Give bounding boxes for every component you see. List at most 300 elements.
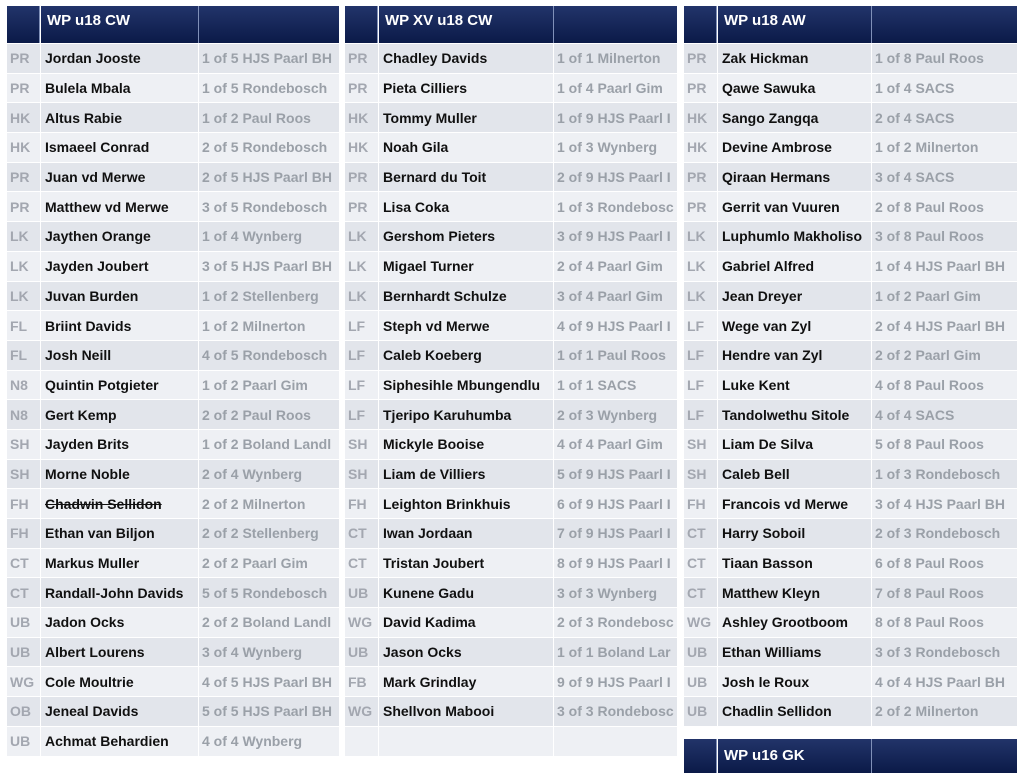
school-info-cell: 2 of 2 Milnerton [871,697,1017,726]
team-title: WP u18 CW [40,6,198,43]
table-row [7,370,339,400]
school-info-cell: 4 of 5 Rondebosch [198,341,339,370]
table-row [7,696,339,726]
position-cell: SH [10,436,30,453]
table-row [684,666,1017,696]
school-info-cell: 6 of 9 HJS Paarl I [553,489,677,518]
player-name-cell: Tiaan Basson [717,549,871,578]
player-name-cell: Tommy Muller [378,103,553,132]
school-info-cell: 1 of 2 Paarl Gim [198,371,339,400]
school-info-cell: 8 of 8 Paul Roos [871,608,1017,637]
school-info-cell: 7 of 8 Paul Roos [871,578,1017,607]
player-name-cell: Caleb Bell [717,460,871,489]
table-row [684,73,1017,103]
position-cell: UB [687,703,708,720]
school-info-cell: 8 of 9 HJS Paarl I [553,549,677,578]
table-row [684,488,1017,518]
player-name-cell: Leighton Brinkhuis [378,489,553,518]
school-info-cell: 2 of 9 HJS Paarl I [553,163,677,192]
table-row [684,191,1017,221]
table-row [684,43,1017,73]
school-info-cell: 3 of 3 Wynberg [553,578,677,607]
school-info-cell [553,727,677,756]
team-title: WP u18 AW [717,6,871,43]
school-info-cell: 1 of 4 Paarl Gim [553,74,677,103]
player-name-cell: Juan vd Merwe [40,163,198,192]
player-name-cell: Wege van Zyl [717,311,871,340]
position-cell: UB [348,584,369,601]
school-info-cell: 7 of 9 HJS Paarl I [553,519,677,548]
player-name-cell: Ethan van Biljon [40,519,198,548]
team-title: WP XV u18 CW [378,6,553,43]
table-header [684,6,1017,43]
position-cell: PR [10,169,30,186]
position-cell: LK [687,258,706,275]
player-name-cell: Tandolwethu Sitole [717,400,871,429]
player-name-cell: Josh le Roux [717,667,871,696]
player-name-cell: Jean Dreyer [717,282,871,311]
position-cell: LF [348,406,366,423]
table-row [7,43,339,73]
school-info-cell: 1 of 2 Stellenberg [198,282,339,311]
school-info-cell: 1 of 8 Paul Roos [871,44,1017,73]
table-row [345,251,677,281]
table-row [7,162,339,192]
table-row [684,221,1017,251]
position-cell: PR [687,50,707,67]
table-row [684,162,1017,192]
school-info-cell: 3 of 4 SACS [871,163,1017,192]
player-name-cell: Ethan Williams [717,638,871,667]
player-name-cell: Matthew vd Merwe [40,192,198,221]
position-cell [345,727,378,756]
player-name-cell: Noah Gila [378,133,553,162]
player-name-cell: Gabriel Alfred [717,252,871,281]
position-cell: PR [10,50,30,67]
school-info-cell: 1 of 3 Rondebosc [553,192,677,221]
player-name-cell: Steph vd Merwe [378,311,553,340]
position-cell: UB [10,614,31,631]
table-row [7,548,339,578]
table-row [684,102,1017,132]
school-info-cell: 2 of 2 Paarl Gim [198,549,339,578]
position-cell: WG [348,703,373,720]
position-cell: UB [348,644,369,661]
school-info-cell: 6 of 8 Paul Roos [871,549,1017,578]
position-cell: LF [348,376,366,393]
player-name-cell: Lisa Coka [378,192,553,221]
position-cell: LF [687,376,705,393]
table-header [345,6,677,43]
player-name-cell: Harry Soboil [717,519,871,548]
player-name-cell: Caleb Koeberg [378,341,553,370]
school-info-cell: 2 of 2 Milnerton [198,489,339,518]
position-cell: FB [348,673,367,690]
school-info-cell: 2 of 2 Paul Roos [198,400,339,429]
school-info-cell: 1 of 1 Milnerton [553,44,677,73]
position-cell: FH [10,525,29,542]
position-cell: CT [687,584,706,601]
player-name-cell: Devine Ambrose [717,133,871,162]
position-cell: WG [348,614,373,631]
table-row [345,399,677,429]
table-row [345,221,677,251]
school-info-cell: 2 of 4 HJS Paarl BH [871,311,1017,340]
table-row [7,726,339,756]
school-info-cell: 4 of 4 HJS Paarl BH [871,667,1017,696]
position-cell: LF [687,317,705,334]
school-info-cell: 3 of 8 Paul Roos [871,222,1017,251]
position-cell: PR [348,50,368,67]
position-cell: FH [348,495,367,512]
player-name-cell: Qawe Sawuka [717,74,871,103]
table-row [684,459,1017,489]
table-row [345,548,677,578]
player-name-cell: Liam De Silva [717,430,871,459]
player-name-cell: Luke Kent [717,371,871,400]
player-name-cell: Gerrit van Vuuren [717,192,871,221]
table-row [7,132,339,162]
player-name-cell: Tristan Joubert [378,549,553,578]
school-info-cell: 2 of 4 Paarl Gim [553,252,677,281]
table-row [345,102,677,132]
player-name-cell: Jordan Jooste [40,44,198,73]
school-info-cell: 1 of 9 HJS Paarl I [553,103,677,132]
table-row [7,281,339,311]
school-info-cell: 5 of 5 HJS Paarl BH [198,697,339,726]
player-name-cell: Altus Rabie [40,103,198,132]
position-cell: SH [348,465,368,482]
position-cell: PR [348,198,368,215]
player-rows [684,43,1017,726]
table-row [7,221,339,251]
position-cell: HK [10,139,31,156]
player-name-cell: David Kadima [378,608,553,637]
player-name-cell: Bernhardt Schulze [378,282,553,311]
table-row [7,666,339,696]
school-info-cell: 5 of 8 Paul Roos [871,430,1017,459]
school-info-cell: 1 of 5 Rondebosch [198,74,339,103]
header-pos-cell [7,6,40,43]
table-row [7,399,339,429]
position-cell: LK [687,228,706,245]
position-cell: LF [687,406,705,423]
player-name-cell: Jason Ocks [378,638,553,667]
player-name-cell: Chadley Davids [378,44,553,73]
position-cell: LK [10,287,29,304]
player-name-cell: Qiraan Hermans [717,163,871,192]
table-row [684,429,1017,459]
player-name-cell: Achmat Behardien [40,727,198,756]
table-row [345,429,677,459]
school-info-cell: 4 of 4 Paarl Gim [553,430,677,459]
header-pos-cell [345,6,378,43]
player-name-cell: Jadon Ocks [40,608,198,637]
table-row [345,310,677,340]
player-name-cell: Sango Zangqa [717,103,871,132]
player-name-cell: Liam de Villiers [378,460,553,489]
player-name-cell: Jeneal Davids [40,697,198,726]
player-name-cell: Ismaeel Conrad [40,133,198,162]
position-cell: FH [687,495,706,512]
position-cell: HK [687,139,708,156]
position-cell: WG [687,614,712,631]
team-table-wp-u18-aw [684,6,1017,773]
position-cell: PR [687,198,707,215]
school-info-cell: 1 of 4 Wynberg [198,222,339,251]
position-cell: UB [10,733,31,750]
table-row [7,518,339,548]
position-cell: LK [10,228,29,245]
school-info-cell: 3 of 4 HJS Paarl BH [871,489,1017,518]
table-row [684,310,1017,340]
position-cell: LK [687,287,706,304]
school-info-cell: 4 of 4 Wynberg [198,727,339,756]
school-info-cell: 1 of 4 SACS [871,74,1017,103]
school-info-cell: 1 of 3 Rondebosch [871,460,1017,489]
position-cell: PR [348,80,368,97]
table-row [684,577,1017,607]
position-cell: CT [10,555,29,572]
player-name-cell: Iwan Jordaan [378,519,553,548]
table-row [345,459,677,489]
player-name-cell: Chadwin Sellidon [40,489,198,518]
position-cell: SH [10,465,30,482]
player-name-cell: Gershom Pieters [378,222,553,251]
position-cell: PR [10,80,30,97]
school-info-cell: 2 of 2 Paarl Gim [871,341,1017,370]
table-row [684,340,1017,370]
table-row [345,43,677,73]
player-name-cell: Siphesihle Mbungendlu [378,371,553,400]
player-name-cell: Josh Neill [40,341,198,370]
player-name-cell: Jaythen Orange [40,222,198,251]
table-row [7,102,339,132]
player-name-cell: Juvan Burden [40,282,198,311]
player-name-cell: Francois vd Merwe [717,489,871,518]
position-cell: SH [687,465,707,482]
player-name-cell: Briint Davids [40,311,198,340]
position-cell: N8 [10,406,28,423]
position-cell: HK [348,109,369,126]
table-row [345,191,677,221]
table-row [7,637,339,667]
position-cell: FH [10,495,29,512]
table-row [7,488,339,518]
table-row [7,251,339,281]
position-cell: UB [687,644,708,661]
player-name-cell: Morne Noble [40,460,198,489]
school-info-cell: 1 of 2 Paarl Gim [871,282,1017,311]
player-name-cell: Jayden Joubert [40,252,198,281]
player-name-cell: Kunene Gadu [378,578,553,607]
table-row [345,162,677,192]
position-cell: LF [348,317,366,334]
school-info-cell: 3 of 3 Rondebosc [553,697,677,726]
table-row [345,637,677,667]
school-info-cell: 2 of 5 Rondebosch [198,133,339,162]
player-name-cell: Bulela Mbala [40,74,198,103]
position-cell: PR [348,169,368,186]
position-cell: HK [687,109,708,126]
position-cell: N8 [10,376,28,393]
position-cell: FL [10,347,28,364]
table-row [7,607,339,637]
team-table-wp-xv-u18-cw [345,6,677,756]
position-cell: CT [10,584,29,601]
school-info-cell: 4 of 8 Paul Roos [871,371,1017,400]
header-info-cell [198,6,339,43]
table-row [684,132,1017,162]
player-name-cell [378,727,553,756]
table-row [684,607,1017,637]
position-cell: CT [687,525,706,542]
position-cell: UB [10,644,31,661]
school-info-cell: 1 of 2 Milnerton [871,133,1017,162]
table-row [7,340,339,370]
position-cell: SH [687,436,707,453]
table-row [345,577,677,607]
school-info-cell: 1 of 3 Wynberg [553,133,677,162]
school-info-cell: 1 of 5 HJS Paarl BH [198,44,339,73]
school-info-cell: 1 of 1 Paul Roos [553,341,677,370]
position-cell: HK [348,139,369,156]
school-info-cell: 5 of 5 Rondebosch [198,578,339,607]
table-row [345,518,677,548]
school-info-cell: 4 of 5 HJS Paarl BH [198,667,339,696]
table-row [684,399,1017,429]
position-cell: LF [348,347,366,364]
player-name-cell: Ashley Grootboom [717,608,871,637]
position-cell: PR [687,80,707,97]
position-cell: HK [10,109,31,126]
school-info-cell: 2 of 8 Paul Roos [871,192,1017,221]
school-info-cell: 2 of 2 Boland Landl [198,608,339,637]
table-row [684,281,1017,311]
position-cell: LK [348,287,367,304]
position-cell: OB [10,703,31,720]
position-cell: LF [687,347,705,364]
position-cell: LK [348,228,367,245]
school-info-cell: 1 of 2 Boland Landl [198,430,339,459]
school-info-cell: 3 of 9 HJS Paarl I [553,222,677,251]
position-cell: FL [10,317,28,334]
table-row [684,251,1017,281]
player-name-cell: Bernard du Toit [378,163,553,192]
school-info-cell: 1 of 2 Paul Roos [198,103,339,132]
table-row [345,370,677,400]
team-table-wp-u18-cw [7,6,339,756]
table-row [345,488,677,518]
position-cell: CT [348,525,367,542]
player-rows [7,43,339,756]
table-row [7,459,339,489]
school-info-cell: 3 of 4 Wynberg [198,638,339,667]
table-row [684,637,1017,667]
school-info-cell: 2 of 3 Rondebosch [871,519,1017,548]
table-row [684,696,1017,726]
player-name-cell: Pieta Cilliers [378,74,553,103]
school-info-cell: 3 of 3 Rondebosch [871,638,1017,667]
table-row [345,132,677,162]
school-info-cell: 1 of 4 HJS Paarl BH [871,252,1017,281]
table-row [345,73,677,103]
player-name-cell: Matthew Kleyn [717,578,871,607]
school-info-cell: 2 of 2 Stellenberg [198,519,339,548]
school-info-cell: 1 of 1 SACS [553,371,677,400]
position-cell: LK [10,258,29,275]
position-cell: UB [687,673,708,690]
header-info-cell [871,6,1017,43]
player-name-cell: Gert Kemp [40,400,198,429]
position-cell: PR [10,198,30,215]
player-name-cell: Chadlin Sellidon [717,697,871,726]
school-info-cell: 2 of 4 Wynberg [198,460,339,489]
player-rows [345,43,677,756]
school-info-cell: 1 of 2 Milnerton [198,311,339,340]
player-name-cell: Randall-John Davids [40,578,198,607]
position-cell: PR [687,169,707,186]
player-name-cell: Markus Muller [40,549,198,578]
position-cell: WG [10,673,35,690]
position-cell: CT [687,555,706,572]
player-name-cell: Mark Grindlay [378,667,553,696]
school-info-cell: 2 of 5 HJS Paarl BH [198,163,339,192]
player-name-cell: Cole Moultrie [40,667,198,696]
position-cell: CT [348,555,367,572]
school-info-cell: 5 of 9 HJS Paarl I [553,460,677,489]
school-info-cell: 2 of 3 Rondebosc [553,608,677,637]
table-row [345,607,677,637]
next-team-title: WP u16 GK [717,739,871,773]
school-info-cell: 4 of 9 HJS Paarl I [553,311,677,340]
table-row [7,577,339,607]
player-name-cell: Zak Hickman [717,44,871,73]
player-name-cell: Quintin Potgieter [40,371,198,400]
school-info-cell: 3 of 5 Rondebosch [198,192,339,221]
header-pos-cell [684,6,717,43]
table-row [684,518,1017,548]
school-info-cell: 3 of 5 HJS Paarl BH [198,252,339,281]
player-name-cell: Tjeripo Karuhumba [378,400,553,429]
position-cell: SH [348,436,368,453]
player-name-cell: Migael Turner [378,252,553,281]
table-row [7,310,339,340]
table-row [345,696,677,726]
table-row [7,73,339,103]
position-cell: LK [348,258,367,275]
table-row [7,429,339,459]
table-row [684,370,1017,400]
header-info-cell [553,6,677,43]
school-info-cell: 2 of 4 SACS [871,103,1017,132]
player-name-cell: Hendre van Zyl [717,341,871,370]
table-row [345,726,677,756]
player-name-cell: Luphumlo Makholiso [717,222,871,251]
school-info-cell: 2 of 3 Wynberg [553,400,677,429]
table-header [7,6,339,43]
school-info-cell: 1 of 1 Boland Lar [553,638,677,667]
school-info-cell: 9 of 9 HJS Paarl I [553,667,677,696]
table-row [7,191,339,221]
player-name-cell: Shellvon Mabooi [378,697,553,726]
school-info-cell: 3 of 4 Paarl Gim [553,282,677,311]
school-info-cell: 4 of 4 SACS [871,400,1017,429]
player-name-cell: Jayden Brits [40,430,198,459]
player-name-cell: Albert Lourens [40,638,198,667]
table-row [345,340,677,370]
table-row [345,666,677,696]
